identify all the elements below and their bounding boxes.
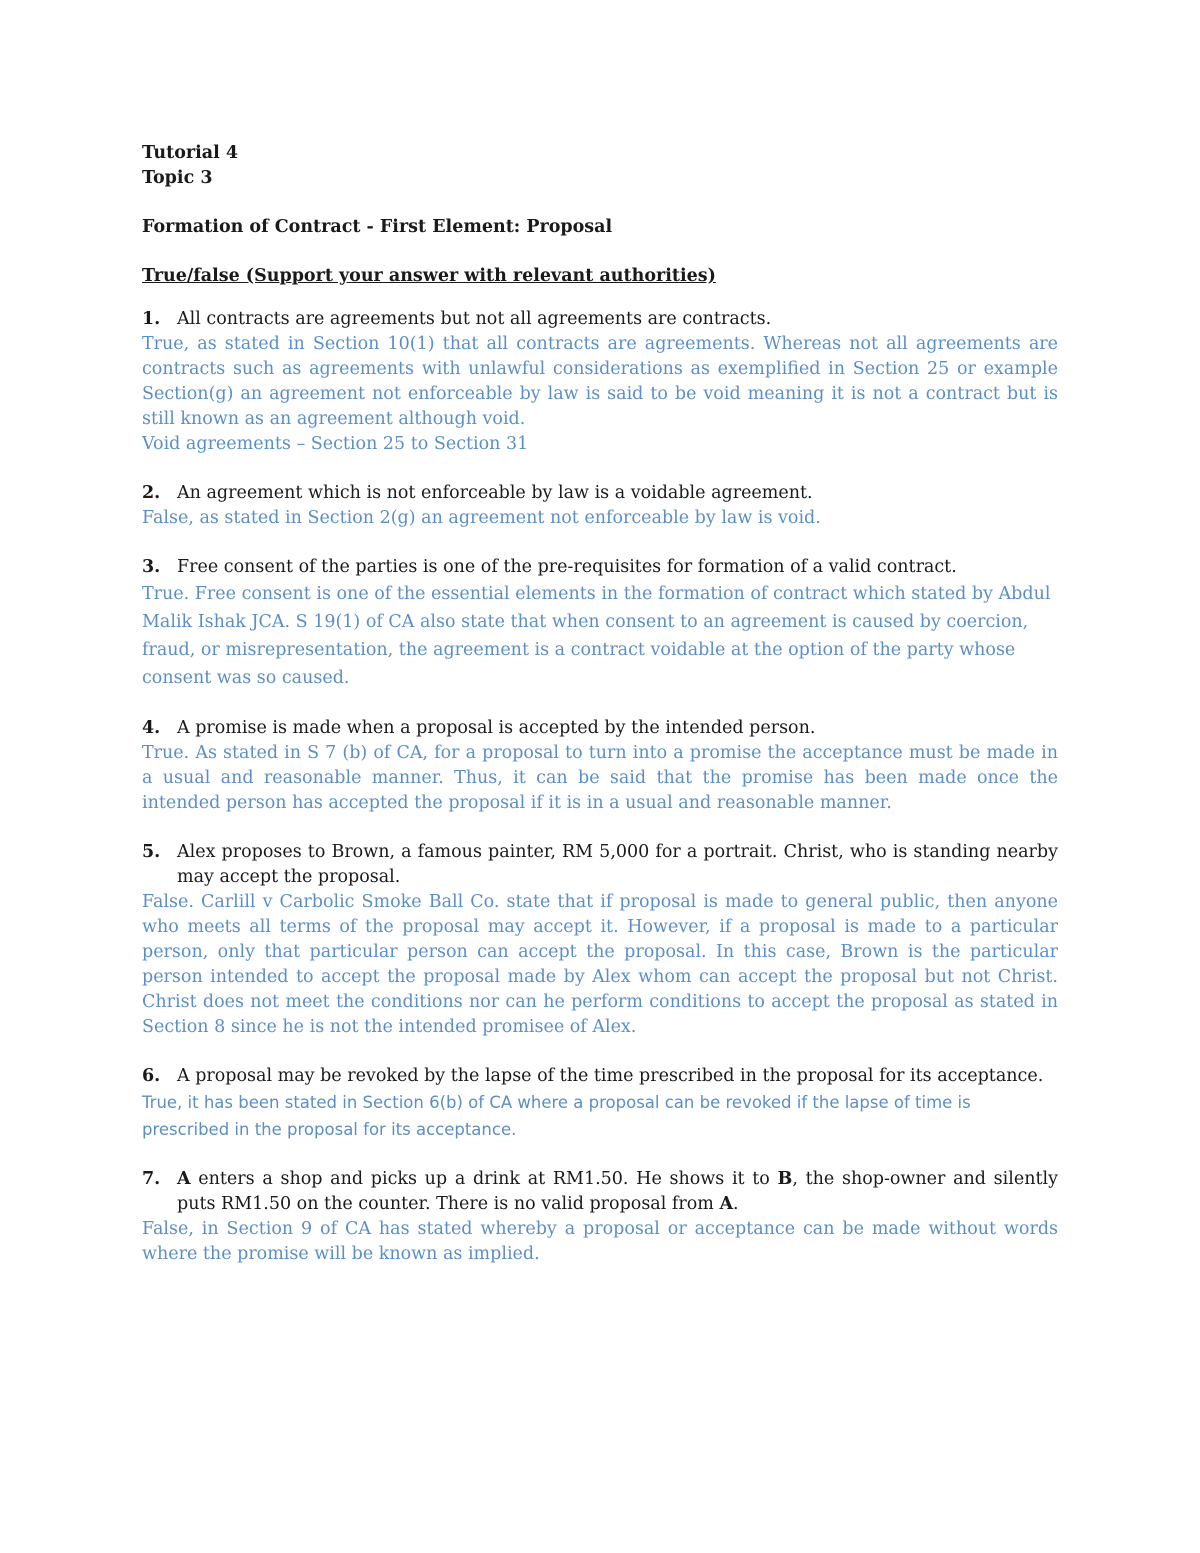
question-number: 4.: [142, 718, 161, 738]
answer-1-note: Void agreements – Section 25 to Section 31: [142, 434, 529, 454]
answer-6: True, it has been stated in Section 6(b) of CA where a proposal can be revoked if the lapse of time is prescribed in the proposal for its acceptance.: [142, 1093, 971, 1139]
question-5: [142, 840, 1058, 890]
question-text: An agreement which is not enforceable by law is a voidable agreement.: [177, 483, 813, 503]
question-2: [142, 481, 1058, 506]
question-text: Alex proposes to Brown, a famous painter, RM 5,000 for a portrait. Christ, who is standing nearby may accept the proposal.: [177, 842, 1058, 887]
question-text: Free consent of the parties is one of the pre-requisites for formation of a valid contract.: [177, 557, 957, 577]
question-7: [142, 1167, 1058, 1217]
question-text: All contracts are agreements but not all agreements are contracts.: [177, 309, 772, 329]
topic-label: Topic 3: [142, 168, 213, 188]
party-b: B: [777, 1169, 793, 1189]
question-text: A enters a shop and picks up a drink at RM1.50. He shows it to B, the shop-owner and silently puts RM1.50 on the counter. There is no valid proposal from A.: [177, 1169, 1058, 1214]
answer-5: False. Carlill v Carbolic Smoke Ball Co. state that if proposal is made to general public, then anyone who meets all terms of the proposal may accept it. However, if a proposal is made to a particular person, only that particular person can accept the proposal. In this case, Brown is the particular person intended to accept the proposal made by Alex whom can accept the proposal but not Christ. Christ does not meet the conditions nor can he perform conditions to accept the proposal as stated in Section 8 since he is not the intended promisee of Alex.: [142, 892, 1058, 1037]
answer-1: True, as stated in Section 10(1) that all contracts are agreements. Whereas not all agreements are contracts such as agreements with unlawful considerations as exemplified in Section 25 or example Section(g) an agreement not enforceable by law is said to be void meaning it is not a contract but is still known as an agreement although void.: [142, 334, 1058, 429]
document-title: Formation of Contract - First Element: Proposal: [142, 217, 613, 237]
party-a: A: [719, 1194, 734, 1214]
answer-4: True. As stated in S 7 (b) of CA, for a proposal to turn into a promise the acceptance must be made in a usual and reasonable manner. Thus, it can be said that the promise has been made once the intended person has accepted the proposal if it is in a usual and reasonable manner.: [142, 743, 1058, 813]
question-number: 5.: [142, 842, 161, 862]
answer-3: True. Free consent is one of the essential elements in the formation of contract which stated by Abdul Malik Ishak JCA. S 19(1) of CA also state that when consent to an agreement is caused by coercion, fraud, or misrepresentation, the agreement is a contract voidable at the option of the party whose consent was so caused.: [142, 584, 1051, 688]
party-a: A: [177, 1169, 191, 1189]
instruction-heading: True/false (Support your answer with relevant authorities): [142, 266, 716, 286]
answer-2: False, as stated in Section 2(g) an agreement not enforceable by law is void.: [142, 508, 821, 528]
question-text: A proposal may be revoked by the lapse of the time prescribed in the proposal for its acceptance.: [177, 1066, 1044, 1086]
question-3: [142, 555, 1058, 580]
question-number: 7.: [142, 1169, 161, 1189]
question-text: A promise is made when a proposal is accepted by the intended person.: [177, 718, 816, 738]
question-number: 2.: [142, 483, 161, 503]
question-6: [142, 1064, 1058, 1089]
answer-7: False, in Section 9 of CA has stated whereby a proposal or acceptance can be made without words where the promise will be known as implied.: [142, 1219, 1058, 1264]
document-content: [142, 141, 1058, 1267]
question-1: [142, 307, 1058, 332]
question-number: 6.: [142, 1066, 161, 1086]
tutorial-label: Tutorial 4: [142, 143, 239, 163]
question-4: [142, 716, 1058, 741]
question-number: 3.: [142, 557, 161, 577]
question-number: 1.: [142, 309, 161, 329]
